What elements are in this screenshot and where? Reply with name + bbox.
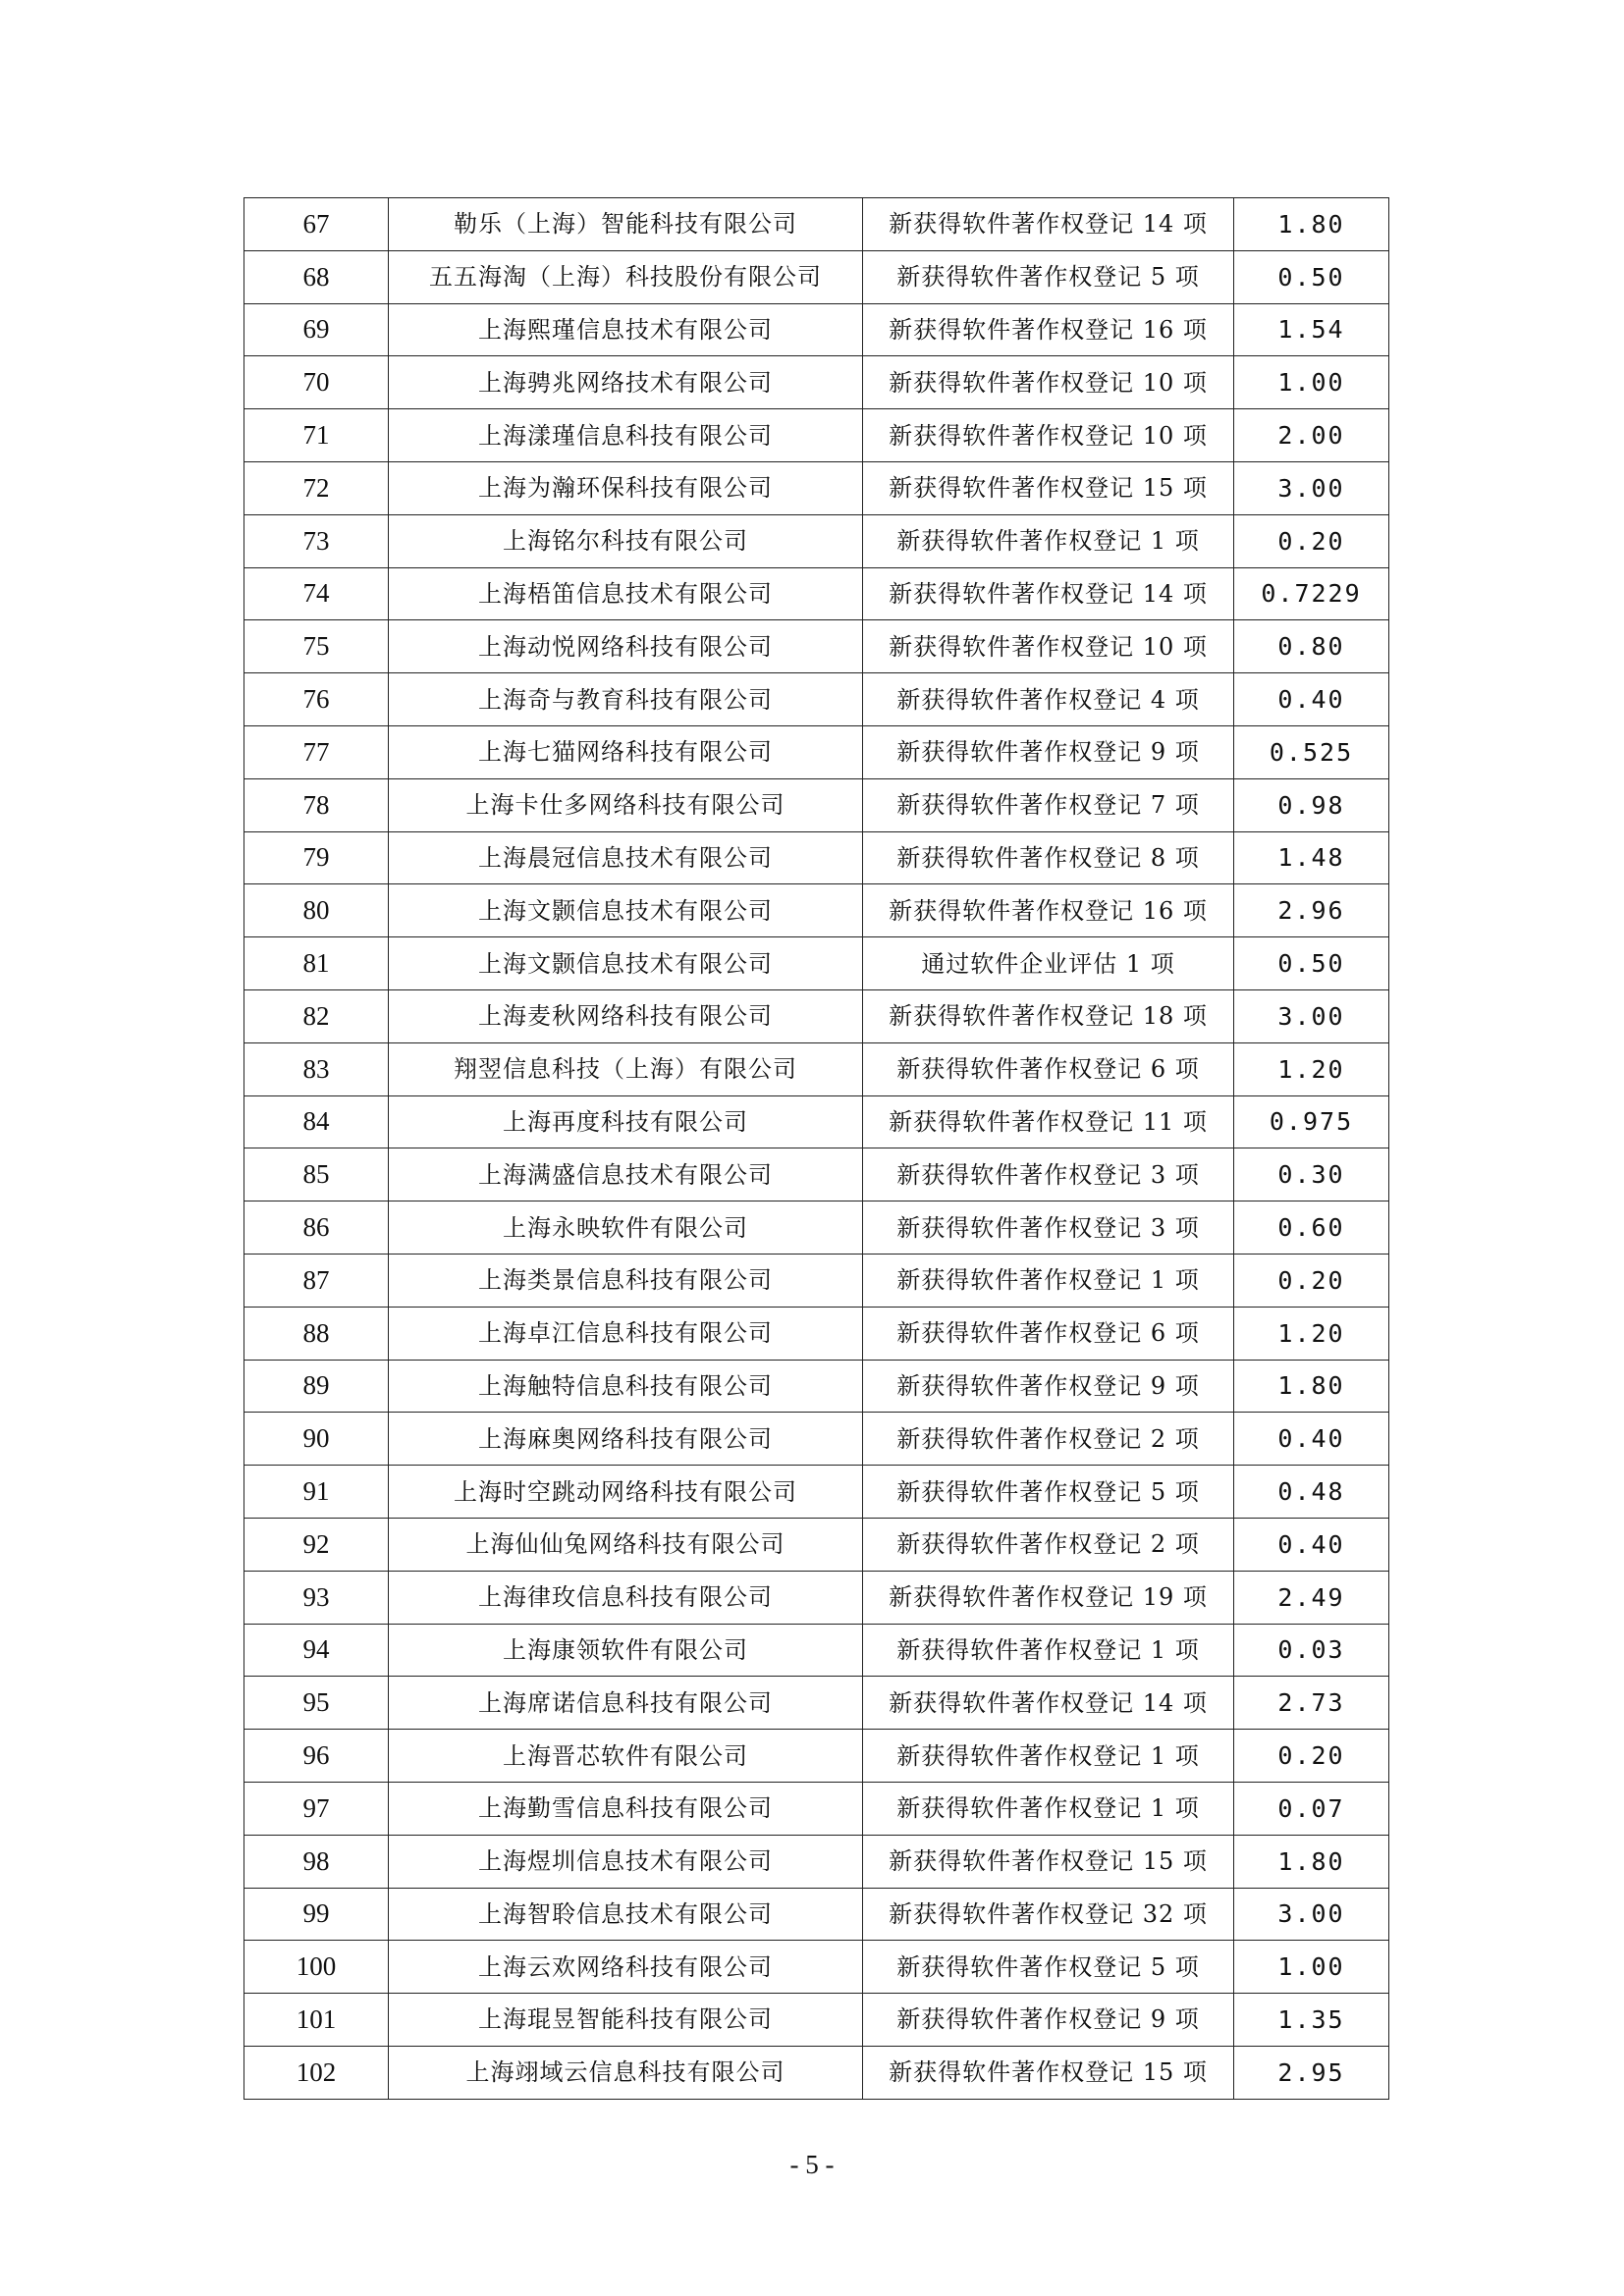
table-row <box>244 1466 1389 1519</box>
table-row <box>244 1941 1389 1994</box>
table-row <box>244 1782 1389 1835</box>
row-number: 76 <box>244 673 389 726</box>
company-name: 勒乐（上海）智能科技有限公司 <box>389 198 863 251</box>
company-name: 上海文颢信息技术有限公司 <box>389 884 863 937</box>
achievement-description: 新获得软件著作权登记 14 项 <box>863 198 1234 251</box>
company-name: 上海满盛信息技术有限公司 <box>389 1148 863 1201</box>
achievement-description: 新获得软件著作权登记 1 项 <box>863 514 1234 567</box>
company-name: 五五海淘（上海）科技股份有限公司 <box>389 250 863 303</box>
funding-amount: 0.20 <box>1234 1254 1389 1307</box>
funding-amount: 2.00 <box>1234 409 1389 462</box>
table-row <box>244 1413 1389 1466</box>
table-row <box>244 514 1389 567</box>
achievement-description: 新获得软件著作权登记 7 项 <box>863 778 1234 831</box>
row-number: 83 <box>244 1042 389 1095</box>
company-name: 上海再度科技有限公司 <box>389 1095 863 1148</box>
achievement-description: 新获得软件著作权登记 15 项 <box>863 1835 1234 1888</box>
funding-amount: 0.40 <box>1234 1413 1389 1466</box>
company-name: 上海奇与教育科技有限公司 <box>389 673 863 726</box>
achievement-description: 新获得软件著作权登记 16 项 <box>863 303 1234 356</box>
achievement-description: 新获得软件著作权登记 1 项 <box>863 1782 1234 1835</box>
table-row <box>244 1148 1389 1201</box>
funding-amount: 3.00 <box>1234 989 1389 1042</box>
achievement-description: 新获得软件著作权登记 16 项 <box>863 884 1234 937</box>
funding-amount: 0.7229 <box>1234 567 1389 620</box>
table-row <box>244 1042 1389 1095</box>
row-number: 80 <box>244 884 389 937</box>
funding-amount: 0.60 <box>1234 1201 1389 1255</box>
table-row <box>244 1201 1389 1255</box>
row-number: 77 <box>244 725 389 778</box>
achievement-description: 新获得软件著作权登记 2 项 <box>863 1413 1234 1466</box>
funding-amount: 0.50 <box>1234 250 1389 303</box>
company-name: 上海仙仙兔网络科技有限公司 <box>389 1518 863 1571</box>
row-number: 70 <box>244 356 389 409</box>
achievement-description: 新获得软件著作权登记 10 项 <box>863 409 1234 462</box>
row-number: 94 <box>244 1624 389 1677</box>
funding-amount: 2.49 <box>1234 1571 1389 1624</box>
funding-amount: 1.00 <box>1234 1941 1389 1994</box>
achievement-description: 新获得软件著作权登记 5 项 <box>863 1466 1234 1519</box>
achievement-description: 新获得软件著作权登记 18 项 <box>863 989 1234 1042</box>
company-name: 上海卡仕多网络科技有限公司 <box>389 778 863 831</box>
funding-amount: 0.40 <box>1234 1518 1389 1571</box>
funding-amount: 0.48 <box>1234 1466 1389 1519</box>
company-name: 上海永映软件有限公司 <box>389 1201 863 1255</box>
row-number: 97 <box>244 1782 389 1835</box>
row-number: 98 <box>244 1835 389 1888</box>
achievement-description: 新获得软件著作权登记 9 项 <box>863 1360 1234 1413</box>
funding-amount: 3.00 <box>1234 1888 1389 1941</box>
funding-amount: 2.96 <box>1234 884 1389 937</box>
achievement-description: 新获得软件著作权登记 15 项 <box>863 461 1234 514</box>
company-name: 上海类景信息科技有限公司 <box>389 1254 863 1307</box>
row-number: 92 <box>244 1518 389 1571</box>
row-number: 74 <box>244 567 389 620</box>
achievement-description: 新获得软件著作权登记 3 项 <box>863 1148 1234 1201</box>
funding-amount: 0.50 <box>1234 937 1389 990</box>
company-name: 上海晨冠信息技术有限公司 <box>389 831 863 884</box>
achievement-description: 新获得软件著作权登记 3 项 <box>863 1201 1234 1255</box>
row-number: 102 <box>244 2046 389 2099</box>
achievement-description: 新获得软件著作权登记 19 项 <box>863 1571 1234 1624</box>
table-row <box>244 461 1389 514</box>
table-row <box>244 1888 1389 1941</box>
table-row <box>244 1518 1389 1571</box>
achievement-description: 新获得软件著作权登记 1 项 <box>863 1254 1234 1307</box>
achievement-description: 新获得软件著作权登记 5 项 <box>863 1941 1234 1994</box>
row-number: 69 <box>244 303 389 356</box>
table-row <box>244 303 1389 356</box>
company-name: 翔翌信息科技（上海）有限公司 <box>389 1042 863 1095</box>
company-name: 上海智聆信息技术有限公司 <box>389 1888 863 1941</box>
table-row <box>244 198 1389 251</box>
row-number: 89 <box>244 1360 389 1413</box>
funding-amount: 0.525 <box>1234 725 1389 778</box>
funding-amount: 1.80 <box>1234 1835 1389 1888</box>
achievement-description: 新获得软件著作权登记 6 项 <box>863 1042 1234 1095</box>
achievement-description: 新获得软件著作权登记 9 项 <box>863 725 1234 778</box>
company-name: 上海煜圳信息技术有限公司 <box>389 1835 863 1888</box>
funding-amount: 0.20 <box>1234 514 1389 567</box>
achievement-description: 新获得软件著作权登记 2 项 <box>863 1518 1234 1571</box>
funding-amount: 0.30 <box>1234 1148 1389 1201</box>
row-number: 73 <box>244 514 389 567</box>
table-row <box>244 1360 1389 1413</box>
company-name: 上海触特信息科技有限公司 <box>389 1360 863 1413</box>
table-row <box>244 884 1389 937</box>
company-name: 上海康领软件有限公司 <box>389 1624 863 1677</box>
company-name: 上海漾瑾信息科技有限公司 <box>389 409 863 462</box>
row-number: 90 <box>244 1413 389 1466</box>
row-number: 91 <box>244 1466 389 1519</box>
row-number: 88 <box>244 1307 389 1360</box>
company-name: 上海麻奥网络科技有限公司 <box>389 1413 863 1466</box>
company-name: 上海熙瑾信息技术有限公司 <box>389 303 863 356</box>
company-name: 上海席诺信息科技有限公司 <box>389 1677 863 1730</box>
row-number: 93 <box>244 1571 389 1624</box>
row-number: 68 <box>244 250 389 303</box>
funding-amount: 1.00 <box>1234 356 1389 409</box>
row-number: 78 <box>244 778 389 831</box>
funding-amount: 0.20 <box>1234 1730 1389 1783</box>
company-name: 上海云欢网络科技有限公司 <box>389 1941 863 1994</box>
funding-amount: 3.00 <box>1234 461 1389 514</box>
achievement-description: 新获得软件著作权登记 15 项 <box>863 2046 1234 2099</box>
row-number: 71 <box>244 409 389 462</box>
company-name: 上海时空跳动网络科技有限公司 <box>389 1466 863 1519</box>
funding-amount: 1.20 <box>1234 1042 1389 1095</box>
achievement-description: 通过软件企业评估 1 项 <box>863 937 1234 990</box>
row-number: 84 <box>244 1095 389 1148</box>
table-row <box>244 356 1389 409</box>
funding-amount: 0.40 <box>1234 673 1389 726</box>
achievement-description: 新获得软件著作权登记 14 项 <box>863 1677 1234 1730</box>
table-row <box>244 725 1389 778</box>
row-number: 67 <box>244 198 389 251</box>
company-name: 上海铭尔科技有限公司 <box>389 514 863 567</box>
company-name: 上海律玫信息科技有限公司 <box>389 1571 863 1624</box>
achievement-description: 新获得软件著作权登记 6 项 <box>863 1307 1234 1360</box>
row-number: 85 <box>244 1148 389 1201</box>
table-body <box>244 198 1389 2100</box>
company-name: 上海勤雪信息科技有限公司 <box>389 1782 863 1835</box>
table-row <box>244 937 1389 990</box>
company-name: 上海麦秋网络科技有限公司 <box>389 989 863 1042</box>
company-name: 上海文颢信息技术有限公司 <box>389 937 863 990</box>
company-name: 上海梧笛信息技术有限公司 <box>389 567 863 620</box>
funding-amount: 1.35 <box>1234 1994 1389 2047</box>
company-name: 上海晋芯软件有限公司 <box>389 1730 863 1783</box>
achievement-description: 新获得软件著作权登记 10 项 <box>863 620 1234 673</box>
table-row <box>244 1307 1389 1360</box>
company-name: 上海琨昱智能科技有限公司 <box>389 1994 863 2047</box>
table-row <box>244 567 1389 620</box>
table-row <box>244 250 1389 303</box>
funding-amount: 1.54 <box>1234 303 1389 356</box>
funding-amount: 1.48 <box>1234 831 1389 884</box>
row-number: 96 <box>244 1730 389 1783</box>
row-number: 79 <box>244 831 389 884</box>
row-number: 100 <box>244 1941 389 1994</box>
funding-amount: 0.07 <box>1234 1782 1389 1835</box>
funding-amount: 1.80 <box>1234 1360 1389 1413</box>
table-row <box>244 1624 1389 1677</box>
funding-amount: 2.73 <box>1234 1677 1389 1730</box>
company-name: 上海为瀚环保科技有限公司 <box>389 461 863 514</box>
table-row <box>244 1571 1389 1624</box>
achievement-description: 新获得软件著作权登记 9 项 <box>863 1994 1234 2047</box>
company-name: 上海七猫网络科技有限公司 <box>389 725 863 778</box>
company-name: 上海骋兆网络技术有限公司 <box>389 356 863 409</box>
funding-amount: 0.975 <box>1234 1095 1389 1148</box>
table-row <box>244 1095 1389 1148</box>
row-number: 95 <box>244 1677 389 1730</box>
table-row <box>244 409 1389 462</box>
funding-amount: 1.80 <box>1234 198 1389 251</box>
page-number: - 5 - <box>789 2150 835 2179</box>
row-number: 99 <box>244 1888 389 1941</box>
table-row <box>244 831 1389 884</box>
company-name: 上海卓江信息科技有限公司 <box>389 1307 863 1360</box>
company-name: 上海翊域云信息科技有限公司 <box>389 2046 863 2099</box>
table-row <box>244 2046 1389 2099</box>
achievement-description: 新获得软件著作权登记 4 项 <box>863 673 1234 726</box>
funding-table <box>244 197 1389 2100</box>
achievement-description: 新获得软件著作权登记 32 项 <box>863 1888 1234 1941</box>
table-row <box>244 620 1389 673</box>
table-row <box>244 673 1389 726</box>
achievement-description: 新获得软件著作权登记 10 项 <box>863 356 1234 409</box>
row-number: 81 <box>244 937 389 990</box>
table-row <box>244 778 1389 831</box>
achievement-description: 新获得软件著作权登记 1 项 <box>863 1730 1234 1783</box>
row-number: 87 <box>244 1254 389 1307</box>
achievement-description: 新获得软件著作权登记 8 项 <box>863 831 1234 884</box>
funding-amount: 0.03 <box>1234 1624 1389 1677</box>
row-number: 86 <box>244 1201 389 1255</box>
table-row <box>244 1254 1389 1307</box>
funding-amount: 2.95 <box>1234 2046 1389 2099</box>
company-name: 上海动悦网络科技有限公司 <box>389 620 863 673</box>
funding-amount: 0.98 <box>1234 778 1389 831</box>
achievement-description: 新获得软件著作权登记 11 项 <box>863 1095 1234 1148</box>
achievement-description: 新获得软件著作权登记 14 项 <box>863 567 1234 620</box>
table-row <box>244 1835 1389 1888</box>
table-row <box>244 1730 1389 1783</box>
row-number: 101 <box>244 1994 389 2047</box>
table-row <box>244 1994 1389 2047</box>
row-number: 82 <box>244 989 389 1042</box>
achievement-description: 新获得软件著作权登记 5 项 <box>863 250 1234 303</box>
row-number: 72 <box>244 461 389 514</box>
achievement-description: 新获得软件著作权登记 1 项 <box>863 1624 1234 1677</box>
table-row <box>244 989 1389 1042</box>
funding-amount: 1.20 <box>1234 1307 1389 1360</box>
table-row <box>244 1677 1389 1730</box>
row-number: 75 <box>244 620 389 673</box>
funding-amount: 0.80 <box>1234 620 1389 673</box>
